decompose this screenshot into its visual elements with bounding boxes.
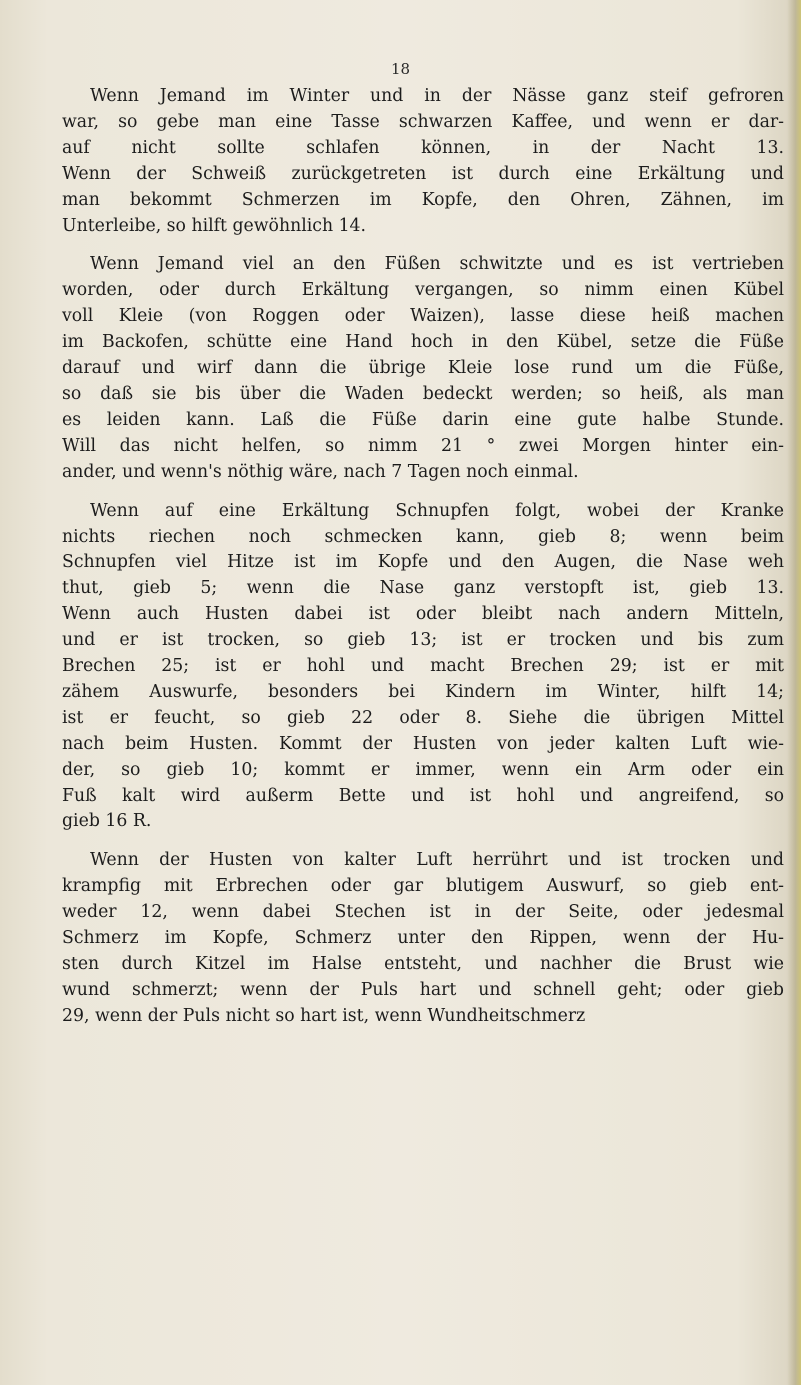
text-line: Wenn Jemand viel an den Füßen schwitzte und es ist vertrieben bbox=[90, 254, 784, 275]
text-line: Wenn der Husten von kalter Luft herrührt und ist trocken und bbox=[90, 850, 784, 871]
text-line: Brechen 25; ist er hohl und macht Brechen 29; ist er mit bbox=[62, 656, 784, 677]
text-line: worden, oder durch Erkältung vergangen, so nimm einen Kübel bbox=[62, 280, 784, 301]
text-line: Wenn auf eine Erkältung Schnupfen folgt, wobei der Kranke bbox=[90, 500, 784, 521]
text-line: im Backofen, schütte eine Hand hoch in den Kübel, setze die Füße bbox=[62, 332, 784, 353]
text-line: Fuß kalt wird außerm Bette und ist hohl und angreifend, so bbox=[62, 785, 784, 806]
page-edge bbox=[787, 0, 801, 1385]
paragraph bbox=[62, 848, 784, 1029]
text-line: Wenn der Schweiß zurückgetreten ist durch eine Erkältung und bbox=[62, 163, 784, 184]
text-line: nach beim Husten. Kommt der Husten von jeder kalten Luft wie- bbox=[62, 733, 784, 754]
text-line: weder 12, wenn dabei Stechen ist in der Seite, oder jedesmal bbox=[62, 902, 784, 923]
text-line: nichts riechen noch schmecken kann, gieb 8; wenn beim bbox=[62, 526, 784, 547]
text-line: gieb 16 R. bbox=[62, 811, 152, 832]
text-line: so daß sie bis über die Waden bedeckt werden; so heiß, als man bbox=[62, 383, 784, 404]
text-line: Schmerz im Kopfe, Schmerz unter den Rippen, wenn der Hu- bbox=[62, 928, 784, 949]
text-line: der, so gieb 10; kommt er immer, wenn ein Arm oder ein bbox=[62, 759, 784, 780]
text-line: 29, wenn der Puls nicht so hart ist, wenn Wundheitschmerz bbox=[62, 1005, 586, 1026]
text-line: sten durch Kitzel im Halse entsteht, und nachher die Brust wie bbox=[62, 954, 784, 974]
text-line: darauf und wirf dann die übrige Kleie lose rund um die Füße, bbox=[62, 358, 784, 379]
text-line: ist er feucht, so gieb 22 oder 8. Siehe die übrigen Mittel bbox=[62, 707, 784, 728]
text-line: Will das nicht helfen, so nimm 21 ° zwei Morgen hinter ein- bbox=[62, 435, 784, 456]
text-line: Schnupfen viel Hitze ist im Kopfe und den Augen, die Nase weh bbox=[62, 552, 784, 573]
text-line: Wenn auch Husten dabei ist oder bleibt nach andern Mitteln, bbox=[62, 604, 784, 625]
text-line: voll Kleie (von Roggen oder Waizen), lasse diese heiß machen bbox=[62, 306, 784, 327]
text-line: auf nicht sollte schlafen können, in der Nacht 13. bbox=[62, 137, 784, 158]
text-line: ander, und wenn's nöthig wäre, nach 7 Tagen noch einmal. bbox=[62, 461, 579, 482]
text-line: zähem Auswurfe, besonders bei Kindern im Winter, hilft 14; bbox=[62, 681, 784, 702]
text-line: krampfig mit Erbrechen oder gar blutigem Auswurf, so gieb ent- bbox=[62, 876, 784, 897]
text-line: Unterleibe, so hilft gewöhnlich 14. bbox=[62, 215, 367, 236]
page-number: 18 bbox=[390, 60, 411, 78]
text-line: thut, gieb 5; wenn die Nase ganz verstopft ist, gieb 13. bbox=[62, 578, 784, 599]
text-line: und er ist trocken, so gieb 13; ist er trocken und bis zum bbox=[62, 630, 784, 651]
text-line: Wenn Jemand im Winter und in der Nässe ganz steif gefroren bbox=[90, 86, 784, 106]
text-line: wund schmerzt; wenn der Puls hart und schnell geht; oder gieb bbox=[62, 979, 784, 1000]
text-line: es leiden kann. Laß die Füße darin eine gute halbe Stunde. bbox=[62, 409, 784, 430]
paragraph bbox=[62, 499, 784, 836]
text-line: man bekommt Schmerzen im Kopfe, den Ohren, Zähnen, im bbox=[62, 189, 784, 210]
paragraph bbox=[62, 84, 784, 239]
paragraph bbox=[62, 252, 784, 485]
body-text bbox=[62, 84, 784, 1030]
text-line: war, so gebe man eine Tasse schwarzen Kaffee, und wenn er dar- bbox=[62, 111, 784, 132]
